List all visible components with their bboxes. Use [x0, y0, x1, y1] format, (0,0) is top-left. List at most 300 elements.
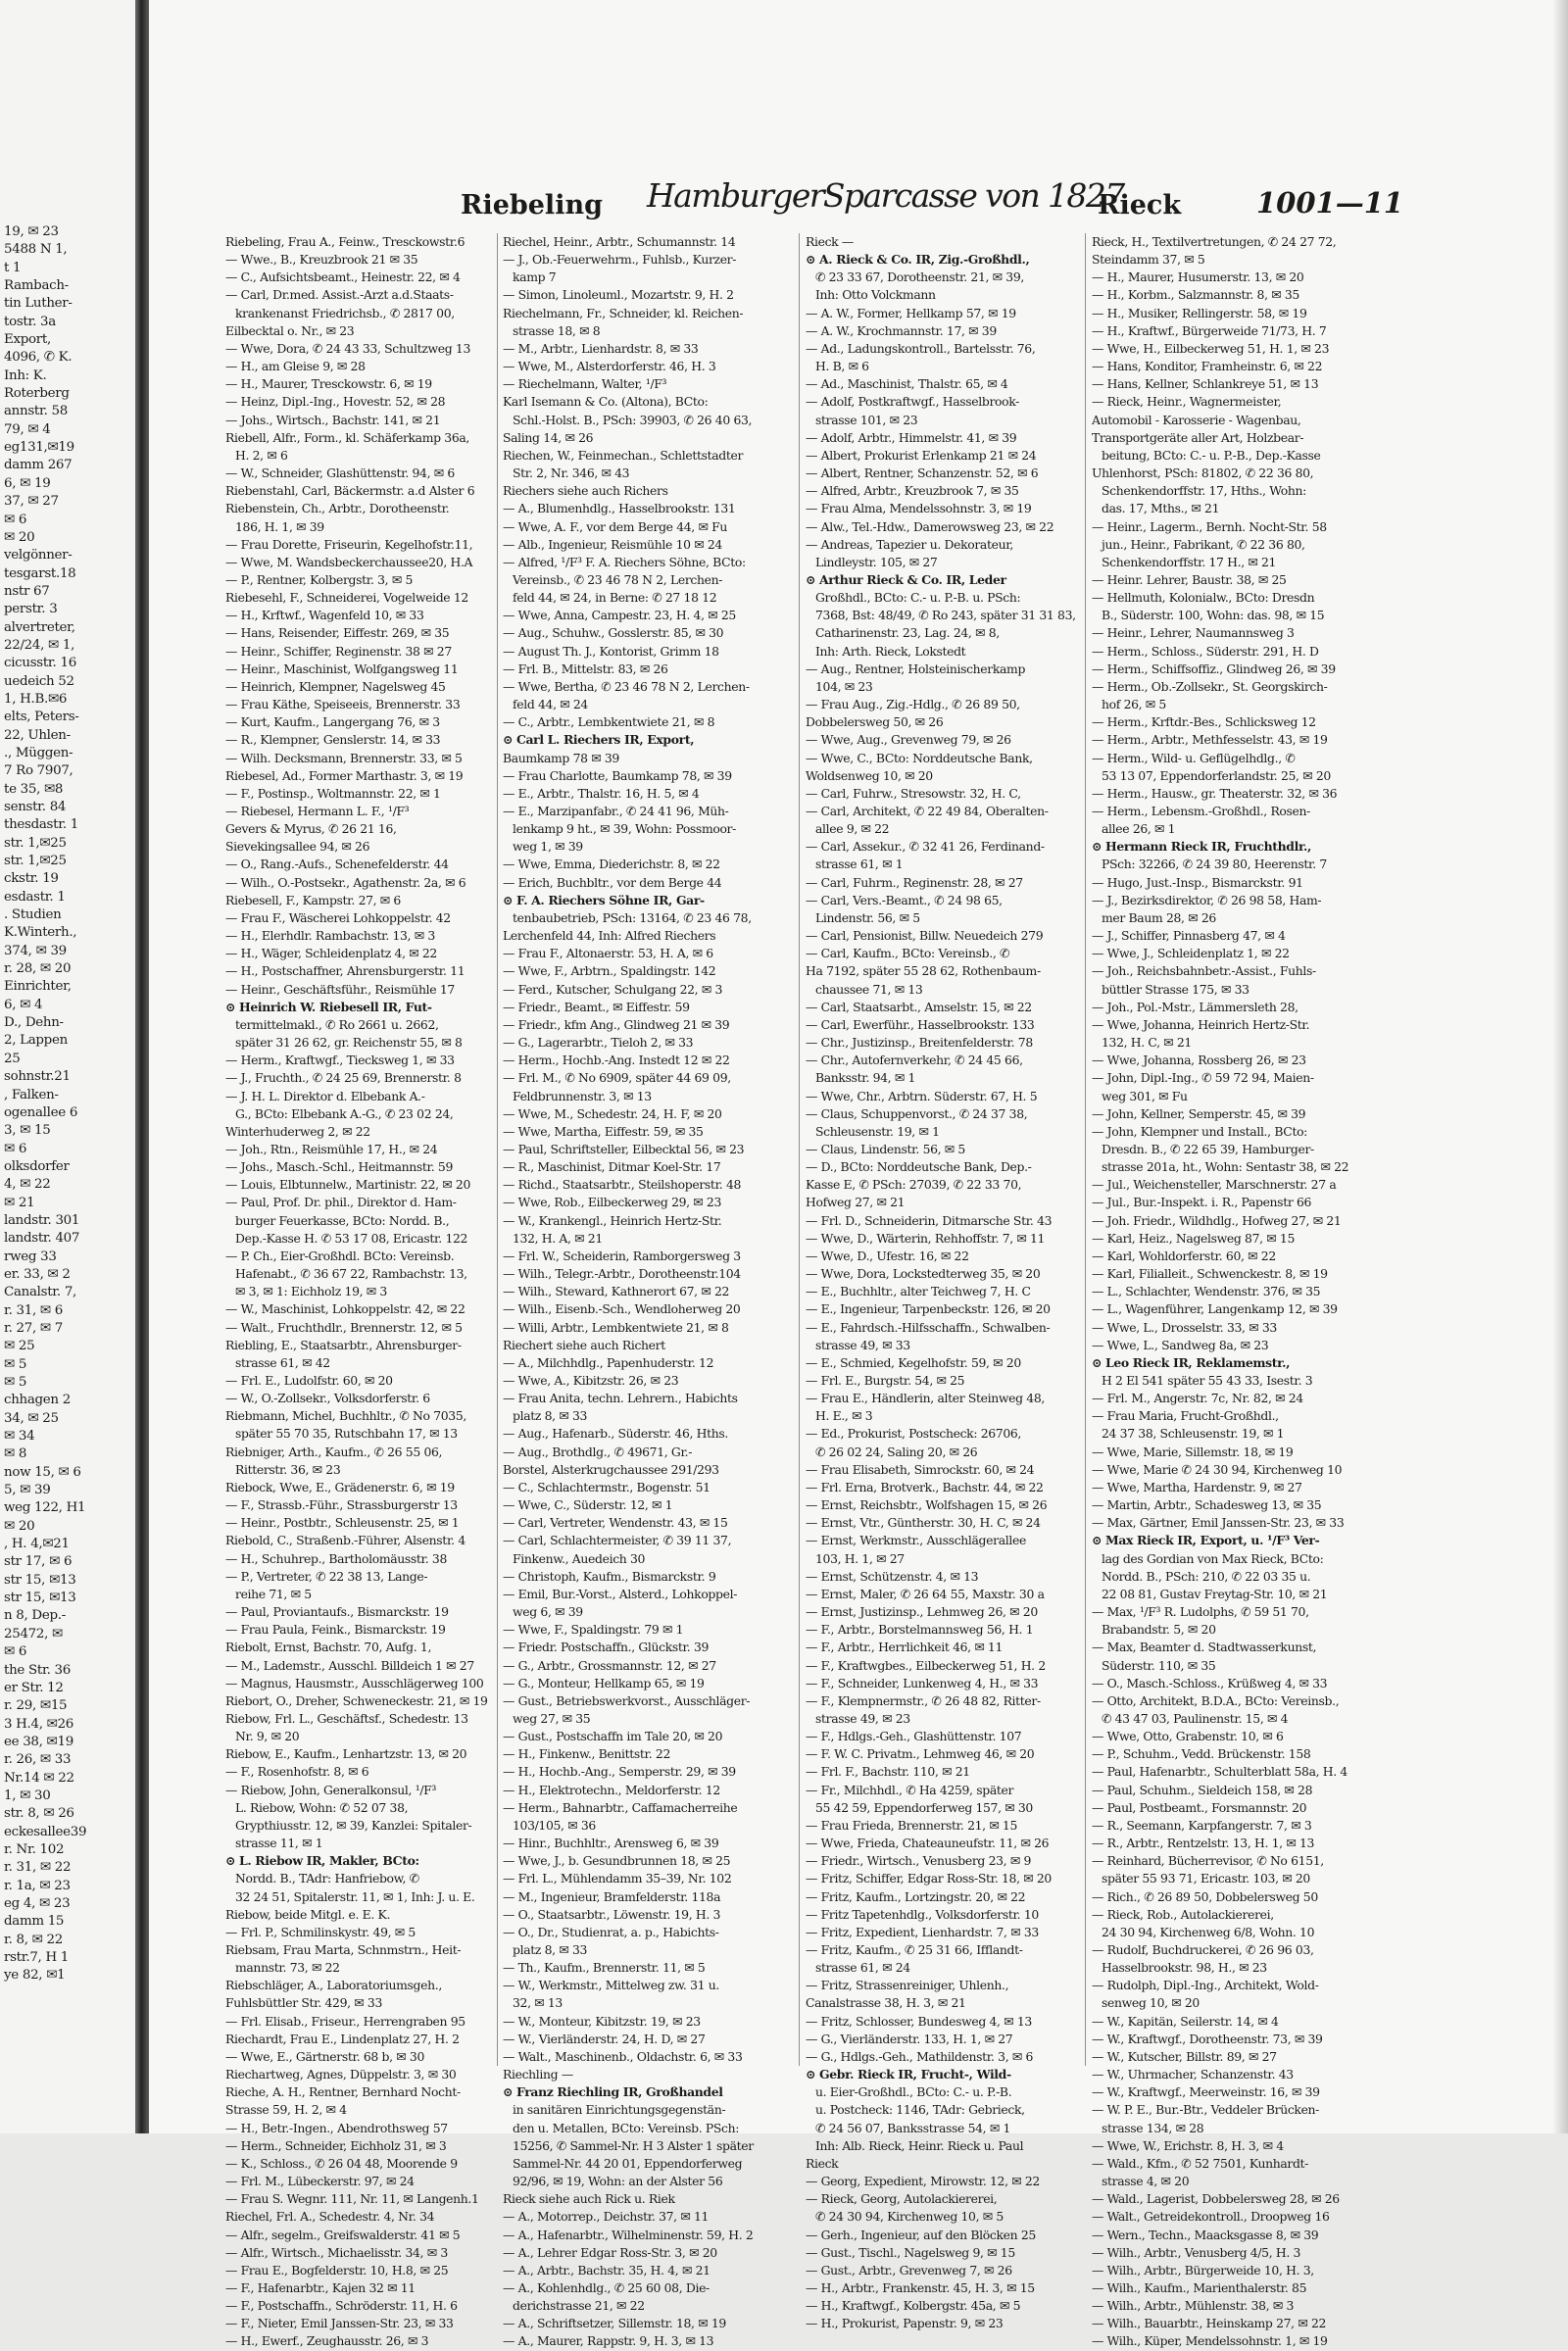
margin-fragment: ✉ 25 [4, 1339, 35, 1354]
directory-entry: — Heinr., Lagerm., Bernh. Nocht-Str. 58 [1092, 518, 1327, 534]
directory-entry: — H., Kraftwgf., Kolbergstr. 45a, ✉ 5 [806, 2298, 1021, 2314]
directory-entry: — Herm., Lebensm.-Großhdl., Rosen- [1092, 804, 1310, 818]
directory-entry: ✉ 3, ✉ 1: Eichholz 19, ✉ 3 [235, 1284, 387, 1299]
directory-entry: — Walt., Maschinenb., Oldachstr. 6, ✉ 33 [503, 2048, 743, 2064]
directory-entry: senweg 10, ✉ 20 [1102, 1995, 1200, 2011]
directory-entry: — H., Musiker, Rellingerstr. 58, ✉ 19 [1092, 305, 1307, 320]
margin-fragment: eg131,✉19 [4, 440, 74, 456]
directory-entry: — O., Masch.-Schloss., Krüßweg 4, ✉ 33 [1092, 1675, 1328, 1690]
directory-entry: Dobbelersweg 50, ✉ 26 [806, 714, 944, 730]
directory-entry: Lerchenfeld 44, Inh: Alfred Riechers [503, 928, 716, 944]
directory-entry: — H., Elerhdlr. Rambachstr. 13, ✉ 3 [225, 928, 435, 944]
directory-entry: Schenkendorffstr. 17, Hths., Wohn: [1102, 483, 1306, 499]
directory-entry: — Reinhard, Bücherrevisor, ✆ No 6151, [1092, 1853, 1324, 1869]
directory-entry: — F., Nieter, Emil Janssen-Str. 23, ✉ 33 [225, 2316, 454, 2331]
directory-entry: später 55 93 71, Ericastr. 103, ✉ 20 [1102, 1871, 1310, 1886]
directory-entry: — Albert, Prokurist Erlenkamp 21 ✉ 24 [806, 447, 1037, 463]
directory-entry: — E., Fahrdsch.-Hilfsschaffn., Schwalben- [806, 1319, 1051, 1335]
directory-entry: Riechert siehe auch Richert [503, 1337, 665, 1352]
directory-entry: u. Eier-Großhdl., BCto: C.- u. P.-B. [815, 2084, 1012, 2100]
directory-entry: — Frau Dorette, Friseurin, Kegelhofstr.11, [225, 536, 473, 552]
margin-fragment: str 15, ✉13 [4, 1591, 76, 1606]
directory-entry: — Heinr. Lehrer, Baustr. 38, ✉ 25 [1092, 571, 1287, 587]
directory-entry: — Wwe, J., b. Gesundbrunnen 18, ✉ 25 [503, 1853, 731, 1869]
directory-entry: Riebold, C., Straßenb.-Führer, Alsenstr. 4 [225, 1533, 466, 1548]
directory-entry: Inh: Arth. Rieck, Lokstedt [815, 643, 966, 659]
directory-entry: G., BCto: Elbebank A.-G., ✆ 23 02 24, [235, 1105, 454, 1121]
margin-fragment: damm 267 [4, 458, 73, 473]
directory-entry: — Wwe, L., Sandweg 8a, ✉ 23 [1092, 1337, 1269, 1352]
directory-entry: lag des Gordian von Max Rieck, BCto: [1102, 1550, 1324, 1566]
directory-entry: Riebow, E., Kaufm., Lenhartzstr. 13, ✉ 20 [225, 1746, 467, 1762]
directory-entry: — E., Arbtr., Thalstr. 16, H. 5, ✉ 4 [503, 785, 700, 801]
directory-entry: — Wwe, Frieda, Chateauneufstr. 11, ✉ 26 [806, 1836, 1050, 1851]
directory-entry: — H., Maurer, Tresckowstr. 6, ✉ 19 [225, 376, 432, 392]
margin-fragment: er Str. 12 [4, 1680, 64, 1695]
directory-entry: Riebeling, Frau A., Feinw., Tresckowstr.6 [225, 234, 466, 249]
directory-entry: Schleusenstr. 19, ✉ 1 [815, 1123, 940, 1139]
directory-entry: — Herm., Wild- u. Geflügelhdlg., ✆ [1092, 750, 1296, 765]
margin-fragment: r. 31, ✉ 22 [4, 1860, 72, 1876]
directory-entry: Inh: Otto Volckmann [815, 287, 936, 303]
directory-entry: ⊙ Hermann Rieck IR, Fruchthdlr., [1092, 839, 1311, 855]
directory-entry: — Frau F., Wäscherei Lohkoppelstr. 42 [225, 909, 451, 925]
directory-entry: — J. H. L. Direktor d. Elbebank A.- [225, 1088, 425, 1103]
directory-entry: 132, H. C, ✉ 21 [1102, 1035, 1192, 1051]
directory-entry: — Herm., Krftdr.-Bes., Schlicksweg 12 [1092, 714, 1316, 730]
margin-fragment: sohnstr.21 [4, 1069, 71, 1085]
book-gutter [135, 0, 149, 2133]
directory-entry: — Frau Aug., Zig.-Hdlg., ✆ 26 89 50, [806, 697, 1020, 712]
directory-entry: chaussee 71, ✉ 13 [815, 981, 923, 997]
directory-entry: — W., Maschinist, Lohkoppelstr. 42, ✉ 22 [225, 1301, 466, 1317]
directory-entry: — Wilh. Decksmann, Brennerstr. 33, ✉ 5 [225, 750, 463, 765]
directory-entry: — F., Postinsp., Woltmannstr. 22, ✉ 1 [225, 785, 441, 801]
directory-entry: — Jul., Bur.-Inspekt. i. R., Papenstr 66 [1092, 1195, 1312, 1210]
margin-fragment: ✉ 6 [4, 1644, 27, 1660]
directory-entry: — Aug., Schuhw., Gosslerstr. 85, ✉ 30 [503, 625, 724, 641]
directory-entry: derichstrasse 21, ✉ 22 [513, 2298, 645, 2314]
directory-entry: — Frau F., Altonaerstr. 53, H. A, ✉ 6 [503, 946, 713, 961]
directory-entry: — Wwe, H., Eilbeckerweg 51, H. 1, ✉ 23 [1092, 340, 1330, 356]
page-edge-shadow [1552, 0, 1568, 2133]
directory-entry: — H., Hochb.-Ang., Semperstr. 29, ✉ 39 [503, 1764, 736, 1780]
previous-page-margin [0, 0, 135, 2133]
margin-fragment: Nr.14 ✉ 22 [4, 1770, 74, 1786]
directory-entry: — Wilh., Steward, Kathnerort 67, ✉ 22 [503, 1284, 730, 1299]
directory-entry: — Wwe, J., Schleidenplatz 1, ✉ 22 [1092, 946, 1290, 961]
directory-entry: — Gust., Betriebswerkvorst., Ausschläger- [503, 1692, 751, 1708]
directory-entry: — G., Lagerarbtr., Tieloh 2, ✉ 33 [503, 1035, 694, 1051]
directory-entry: strasse 18, ✉ 8 [513, 322, 601, 338]
margin-fragment: 374, ✉ 39 [4, 943, 67, 958]
directory-entry: — John, Dipl.-Ing., ✆ 59 72 94, Maien- [1092, 1070, 1314, 1086]
directory-entry: — Wilh., Küper, Mendelssohnstr. 1, ✉ 19 [1092, 2333, 1328, 2349]
directory-entry: — M., Arbtr., Lienhardstr. 8, ✉ 33 [503, 340, 699, 356]
directory-entry: strasse 4, ✉ 20 [1102, 2174, 1190, 2189]
directory-entry: — Heinr., Geschäftsführ., Reismühle 17 [225, 981, 455, 997]
directory-entry: — Frau Alma, Mendelssohnstr. 3, ✉ 19 [806, 501, 1032, 516]
directory-entry: — W., Monteur, Kibitzstr. 19, ✉ 23 [503, 2013, 701, 2029]
directory-entry: — G., Hdlgs.-Geh., Mathildenstr. 3, ✉ 6 [806, 2048, 1034, 2064]
directory-entry: Strasse 59, H. 2, ✉ 4 [225, 2102, 347, 2118]
margin-fragment: r. 29, ✉15 [4, 1698, 68, 1714]
margin-fragment: 3 H.4, ✉26 [4, 1716, 74, 1732]
directory-entry: — Fritz, Kaufm., Lortzingstr. 20, ✉ 22 [806, 1888, 1026, 1904]
directory-entry: lenkamp 9 ht., ✉ 39, Wohn: Possmoor- [513, 821, 736, 837]
directory-entry: — F., Hdlgs.-Geh., Glashüttenstr. 107 [806, 1729, 1022, 1744]
directory-entry: — Wwe, M. Wandsbeckerchaussee20, H.A [225, 554, 473, 569]
directory-entry: Feldbrunnenstr. 3, ✉ 13 [513, 1088, 652, 1103]
directory-entry: — Johs., Masch.-Schl., Heitmannstr. 59 [225, 1159, 453, 1175]
directory-entry: Canalstrasse 38, H. 3, ✉ 21 [806, 1995, 966, 2011]
directory-entry: weg 27, ✉ 35 [513, 1710, 591, 1726]
directory-entry: 132, H. A, ✉ 21 [513, 1230, 603, 1246]
directory-entry: — Chr., Justizinsp., Breitenfelderstr. 78 [806, 1035, 1033, 1051]
directory-entry: — W., Vierländerstr. 24, H. D, ✉ 27 [503, 2031, 706, 2046]
margin-fragment: rstr.7, H 1 [4, 1950, 70, 1965]
directory-entry: — Alfr., segelm., Greifswalderstr. 41 ✉ 5 [225, 2227, 461, 2242]
directory-entry: Riechers siehe auch Richers [503, 483, 668, 499]
directory-entry: — W. P. E., Bur.-Btr., Veddeler Brücken- [1092, 2102, 1320, 2118]
directory-entry: — F., Postschaffn., Schröderstr. 11, H. 6 [225, 2298, 458, 2314]
directory-entry: ✆ 43 47 03, Paulinenstr. 15, ✉ 4 [1102, 1710, 1289, 1726]
margin-fragment: Inh: K. [4, 367, 47, 383]
margin-fragment: r. 26, ✉ 33 [4, 1752, 72, 1768]
directory-entry: 32 24 51, Spitalerstr. 11, ✉ 1, Inh: J. u. E. [235, 1888, 475, 1904]
directory-entry: — Georg, Expedient, Mirowstr. 12, ✉ 22 [806, 2174, 1040, 2189]
directory-entry: — Wwe, Johanna, Rossberg 26, ✉ 23 [1092, 1053, 1306, 1068]
directory-entry: Dep.-Kasse H. ✆ 53 17 08, Ericastr. 122 [235, 1230, 468, 1246]
margin-fragment: ✉ 20 [4, 1518, 35, 1534]
margin-fragment: 7 Ro 7907, [4, 763, 74, 779]
directory-entry: — W., Kapitän, Seilerstr. 14, ✉ 4 [1092, 2013, 1279, 2029]
directory-entry: — F., Schneider, Lunkenweg 4, H., ✉ 33 [806, 1675, 1039, 1690]
directory-entry: — Carl, Vertreter, Wendenstr. 43, ✉ 15 [503, 1515, 728, 1531]
directory-entry: — August Th. J., Kontorist, Grimm 18 [503, 643, 719, 659]
directory-entry: Großhdl., BCto: C.- u. P.-B. u. PSch: [815, 590, 1021, 606]
directory-entry: Rieche, A. H., Rentner, Bernhard Nocht- [225, 2084, 461, 2100]
margin-fragment: 34, ✉ 25 [4, 1410, 59, 1426]
directory-entry: tenbaubetrieb, PSch: 13164, ✆ 23 46 78, [513, 909, 752, 925]
directory-entry: weg 6, ✉ 39 [513, 1604, 583, 1620]
directory-entry: — Gust., Arbtr., Grevenweg 7, ✉ 26 [806, 2262, 1012, 2278]
directory-entry: mer Baum 28, ✉ 26 [1102, 909, 1216, 925]
margin-fragment: ee 38, ✉19 [4, 1734, 74, 1749]
directory-entry: — Joh. Friedr., Wildhdlg., Hofweg 27, ✉ 21 [1092, 1212, 1342, 1228]
directory-entry: — Wwe, Rob., Eilbeckerweg 29, ✉ 23 [503, 1195, 721, 1210]
margin-fragment: tesgarst.18 [4, 565, 76, 581]
directory-entry: — Frl. F., Bachstr. 110, ✉ 21 [806, 1764, 970, 1780]
directory-entry: — Carl, Assekur., ✆ 32 41 26, Ferdinand- [806, 839, 1045, 855]
directory-entry: Rieck — [806, 234, 854, 249]
margin-fragment: ✉ 20 [4, 529, 35, 545]
directory-entry: — Herm., Schloss., Süderstr. 291, H. D [1092, 643, 1319, 659]
directory-entry: — Alfr., Wirtsch., Michaelisstr. 34, ✉ 3 [225, 2244, 448, 2260]
directory-entry: — H., Arbtr., Frankenstr. 45, H. 3, ✉ 15 [806, 2279, 1035, 2295]
directory-entry: feld 44, ✉ 24 [513, 697, 588, 712]
directory-entry: — Wilh., O.-Postsekr., Agathenstr. 2a, ✉ 6 [225, 874, 466, 890]
directory-entry: — Carl, Pensionist, Billw. Neuedeich 279 [806, 928, 1044, 944]
directory-entry: — H., Ewerf., Zeughausstr. 26, ✉ 3 [225, 2333, 429, 2349]
directory-entry: — F., Kraftwgbes., Eilbeckerweg 51, H. 2 [806, 1657, 1046, 1673]
directory-entry: — Frl. M., ✆ No 6909, später 44 69 09, [503, 1070, 731, 1086]
directory-entry: ✆ 24 30 94, Kirchenweg 10, ✉ 5 [815, 2209, 1004, 2225]
directory-entry: — Wwe, Aug., Grevenweg 79, ✉ 26 [806, 732, 1011, 748]
directory-entry: ⊙ Franz Riechling IR, Großhandel [503, 2084, 723, 2100]
directory-entry: — Simon, Linoleuml., Mozartstr. 9, H. 2 [503, 287, 734, 303]
directory-entry: — Magnus, Hausmstr., Ausschlägerweg 100 [225, 1675, 484, 1690]
directory-entry: Automobil - Karosserie - Wagenbau, [1092, 412, 1301, 427]
directory-entry: Lindleystr. 105, ✉ 27 [815, 554, 938, 569]
directory-entry: — Herm., Ob.-Zollsekr., St. Georgskirch- [1092, 678, 1328, 694]
directory-entry: — P. Ch., Eier-Großhdl. BCto: Vereinsb. [225, 1248, 455, 1263]
column-divider [1085, 233, 1086, 2066]
directory-entry: Riebmann, Michel, Buchhltr., ✆ No 7035, [225, 1408, 466, 1424]
directory-entry: — Frau Elisabeth, Simrockstr. 60, ✉ 24 [806, 1461, 1035, 1477]
directory-entry: Finkenw., Auedeich 30 [513, 1550, 646, 1566]
directory-entry: ✆ 23 33 67, Dorotheenstr. 21, ✉ 39, [815, 269, 1024, 285]
margin-fragment: , H. 4,✉21 [4, 1537, 70, 1552]
directory-entry: — Aug., Rentner, Holsteinischerkamp [806, 661, 1026, 676]
margin-fragment: tin Luther- [4, 296, 73, 312]
directory-entry: strasse 101, ✉ 23 [815, 412, 918, 427]
directory-entry: — Rieck, Heinr., Wagnermeister, [1092, 394, 1282, 410]
directory-entry: Riechelmann, Fr., Schneider, kl. Reichen- [503, 305, 744, 320]
margin-fragment: . Studien [4, 907, 62, 923]
directory-entry: — F., Arbtr., Borstelmannsweg 56, H. 1 [806, 1622, 1034, 1638]
margin-fragment: n 8, Dep.- [4, 1608, 66, 1624]
directory-entry: — A. W., Krochmannstr. 17, ✉ 39 [806, 322, 997, 338]
directory-entry: 7368, Bst: 48/49, ✆ Ro 243, später 31 31 83, [815, 608, 1076, 623]
directory-entry: 186, H. 1, ✉ 39 [235, 518, 324, 534]
margin-fragment: ✉ 8 [4, 1446, 27, 1462]
directory-entry: — Hans, Kellner, Schlankreye 51, ✉ 13 [1092, 376, 1319, 392]
directory-entry: — Wwe, W., Erichstr. 8, H. 3, ✉ 4 [1092, 2137, 1284, 2153]
directory-entry: Sammel-Nr. 44 20 01, Eppendorferweg [513, 2155, 743, 2171]
directory-entry: — Frau E., Händlerin, alter Steinweg 48, [806, 1391, 1045, 1406]
directory-entry: — F., Strassb.-Führ., Strassburgerstr 13 [225, 1497, 458, 1513]
directory-entry: — W., Uhrmacher, Schanzenstr. 43 [1092, 2067, 1294, 2082]
margin-fragment: ✉ 21 [4, 1195, 35, 1210]
directory-entry: Schl.-Holst. B., PSch: 39903, ✆ 26 40 63, [513, 412, 753, 427]
margin-fragment: senstr. 84 [4, 800, 67, 814]
directory-entry: — F., Arbtr., Herrlichkeit 46, ✉ 11 [806, 1640, 1004, 1655]
directory-entry: — O., Staatsarbtr., Löwenstr. 19, H. 3 [503, 1906, 721, 1922]
directory-entry: Riechling — [503, 2067, 573, 2082]
margin-fragment: 19, ✉ 23 [4, 224, 59, 239]
directory-entry: — Alfred, Arbtr., Kreuzbrook 7, ✉ 35 [806, 483, 1019, 499]
directory-entry: 53 13 07, Eppendorferlandstr. 25, ✉ 20 [1102, 767, 1331, 783]
margin-fragment: str. 1,✉25 [4, 854, 67, 869]
directory-entry: 103/105, ✉ 36 [513, 1817, 596, 1833]
margin-fragment: D., Dehn- [4, 1015, 64, 1031]
directory-entry: strasse 61, ✉ 24 [815, 1960, 910, 1976]
directory-entry: Str. 2, Nr. 346, ✉ 43 [513, 465, 630, 481]
directory-entry: feld 44, ✉ 24, in Berne: ✆ 27 18 12 [513, 590, 717, 606]
directory-entry: — C., Arbtr., Lembkentwiete 21, ✉ 8 [503, 714, 715, 730]
directory-entry: — E., Ingenieur, Tarpenbeckstr. 126, ✉ 20 [806, 1301, 1051, 1317]
directory-entry: Woldsenweg 10, ✉ 20 [806, 767, 933, 783]
directory-entry: Rieck siehe auch Rick u. Riek [503, 2191, 675, 2207]
directory-entry: — Wwe, C., Süderstr. 12, ✉ 1 [503, 1497, 673, 1513]
directory-entry: — H., Korbm., Salzmannstr. 8, ✉ 35 [1092, 287, 1299, 303]
margin-fragment: r. 31, ✉ 6 [4, 1302, 63, 1318]
directory-entry: strasse 49, ✉ 33 [815, 1337, 910, 1352]
directory-entry: Transportgeräte aller Art, Holzbear- [1092, 429, 1304, 445]
directory-entry: — Hugo, Just.-Insp., Bismarckstr. 91 [1092, 874, 1303, 890]
directory-entry: — F. W. C. Privatm., Lehmweg 46, ✉ 20 [806, 1746, 1035, 1762]
directory-entry: strasse 49, ✉ 23 [815, 1710, 910, 1726]
directory-entry: 104, ✉ 23 [815, 678, 873, 694]
directory-entry: 55 42 59, Eppendorferweg 157, ✉ 30 [815, 1799, 1033, 1815]
directory-entry: Riebsam, Frau Marta, Schnmstrn., Heit- [225, 1942, 462, 1957]
directory-entry: — A., Kohlenhdlg., ✆ 25 60 08, Die- [503, 2279, 710, 2295]
directory-entry: — A. W., Former, Hellkamp 57, ✉ 19 [806, 305, 1016, 320]
directory-entry: — Joh., Rtn., Reismühle 17, H., ✉ 24 [225, 1141, 438, 1156]
margin-fragment: str 17, ✉ 6 [4, 1554, 73, 1570]
directory-entry: — Fritz, Kaufm., ✆ 25 31 66, Ifflandt- [806, 1942, 1023, 1957]
directory-entry: — Wald., Lagerist, Dobbelersweg 28, ✉ 26 [1092, 2191, 1340, 2207]
directory-entry: — J., Schiffer, Pinnasberg 47, ✉ 4 [1092, 928, 1286, 944]
directory-column-4 [1092, 233, 1407, 2349]
directory-entry: — Frl. W., Scheiderin, Ramborgersweg 3 [503, 1248, 741, 1263]
directory-entry: — J., Bezirksdirektor, ✆ 26 98 58, Ham- [1092, 892, 1322, 907]
directory-entry: Grypthiusstr. 12, ✉ 39, Kanzlei: Spitaler- [235, 1817, 472, 1833]
margin-fragment: ., Müggen- [4, 745, 74, 760]
directory-entry: — Gust., Postschaffn im Tale 20, ✉ 20 [503, 1729, 723, 1744]
directory-entry: platz 8, ✉ 33 [513, 1942, 588, 1957]
directory-entry: Uhlenhorst, PSch: 81802, ✆ 22 36 80, [1092, 465, 1314, 481]
directory-entry: — Willi, Arbtr., Lembkentwiete 21, ✉ 8 [503, 1319, 729, 1335]
directory-entry: später 31 26 62, gr. Reichenstr 55, ✉ 8 [235, 1035, 463, 1051]
directory-entry: — Wilh., Arbtr., Mühlenstr. 38, ✉ 3 [1092, 2298, 1295, 2314]
directory-entry: später 55 70 35, Rutschbahn 17, ✉ 13 [235, 1426, 458, 1442]
directory-entry: — P., Schuhm., Vedd. Brückenstr. 158 [1092, 1746, 1311, 1762]
directory-entry: Banksstr. 94, ✉ 1 [815, 1070, 916, 1086]
margin-fragment: te 35, ✉8 [4, 781, 64, 797]
directory-entry: ⊙ Max Rieck IR, Export, u. ¹/F³ Ver- [1092, 1533, 1320, 1548]
directory-entry: Gevers & Myrus, ✆ 26 21 16, [225, 821, 397, 837]
margin-fragment: 3, ✉ 15 [4, 1123, 51, 1139]
directory-entry: strasse 11, ✉ 1 [235, 1836, 323, 1851]
margin-fragment: ogenallee 6 [4, 1104, 78, 1120]
directory-entry: Eilbecktal o. Nr., ✉ 23 [225, 322, 355, 338]
directory-entry: — Frau Maria, Frucht-Großhdl., [1092, 1408, 1279, 1424]
directory-entry: hof 26, ✉ 5 [1102, 697, 1166, 712]
directory-entry: — A., Hafenarbtr., Wilhelminenstr. 59, H. 2 [503, 2227, 754, 2242]
directory-entry: u. Postcheck: 1146, TAdr: Gebrieck, [815, 2102, 1025, 2118]
directory-entry: — Aug., Hafenarb., Süderstr. 46, Hths. [503, 1426, 728, 1442]
directory-entry: — Wwe, L., Drosselstr. 33, ✉ 33 [1092, 1319, 1277, 1335]
directory-entry: Hofweg 27, ✉ 21 [806, 1195, 906, 1210]
directory-entry: — Wwe, C., BCto: Norddeutsche Bank, [806, 750, 1033, 765]
header-first-entry: Riebeling [461, 190, 603, 220]
directory-column-1 [225, 233, 541, 2349]
directory-entry: — Friedr., Beamt., ✉ Eiffestr. 59 [503, 999, 690, 1014]
margin-fragment: esdastr. 1 [4, 889, 66, 905]
directory-entry: — Ad., Ladungskontroll., Bartelsstr. 76, [806, 340, 1036, 356]
margin-fragment: ckstr. 19 [4, 871, 59, 887]
directory-entry: — Rudolph, Dipl.-Ing., Architekt, Wold- [1092, 1978, 1319, 1993]
directory-entry: Riebenstein, Ch., Arbtr., Dorotheenstr. [225, 501, 450, 516]
directory-entry: 24 30 94, Kirchenweg 6/8, Wohn. 10 [1102, 1924, 1315, 1939]
directory-entry: — Wwe, Dora, Lockstedterweg 35, ✉ 20 [806, 1266, 1041, 1282]
directory-entry: strasse 134, ✉ 28 [1102, 2120, 1204, 2135]
directory-entry: — Wwe, Marie, Sillemstr. 18, ✉ 19 [1092, 1444, 1294, 1459]
directory-entry: Hasselbrookstr. 98, H., ✉ 23 [1102, 1960, 1267, 1976]
directory-entry: Riechel, Frl. A., Schedestr. 4, Nr. 34 [225, 2209, 435, 2225]
directory-entry: ⊙ Heinrich W. Riebesell IR, Fut- [225, 999, 432, 1014]
directory-entry: — Richd., Staatsarbtr., Steilshoperstr. 48 [503, 1177, 742, 1193]
directory-column-3 [806, 233, 1121, 2331]
margin-fragment: 5488 N 1, [4, 242, 68, 258]
directory-entry: — Carl, Fuhrm., Reginenstr. 28, ✉ 27 [806, 874, 1023, 890]
margin-fragment: ye 82, ✉1 [4, 1968, 66, 1984]
directory-entry: — W., Kutscher, Billstr. 89, ✉ 27 [1092, 2048, 1277, 2064]
directory-entry: — Johs., Wirtsch., Bachstr. 141, ✉ 21 [225, 412, 441, 427]
directory-entry: — Friedr. Postschaffn., Glückstr. 39 [503, 1640, 710, 1655]
directory-entry: — Heinr., Lehrer, Naumannsweg 3 [1092, 625, 1295, 641]
margin-fragment: landstr. 407 [4, 1231, 80, 1247]
margin-fragment: str. 1,✉25 [4, 835, 67, 851]
directory-entry: — Wwe, E., Gärtnerstr. 68 b, ✉ 30 [225, 2048, 424, 2064]
directory-entry: — Alfred, ¹/F³ F. A. Riechers Söhne, BCto: [503, 554, 746, 569]
margin-fragment: perstr. 3 [4, 602, 58, 617]
directory-entry: — Wwe, F., Arbtrn., Spaldingstr. 142 [503, 963, 716, 979]
margin-fragment: 79, ✉ 4 [4, 421, 51, 437]
margin-fragment: damm 15 [4, 1914, 65, 1930]
directory-entry: Borstel, Alsterkrugchaussee 291/293 [503, 1461, 719, 1477]
directory-entry: — Otto, Architekt, B.D.A., BCto: Vereinsb., [1092, 1692, 1340, 1708]
directory-entry: — Herm., Schneider, Eichholz 31, ✉ 3 [225, 2137, 447, 2153]
directory-entry: — Aug., Brothdlg., ✆ 49671, Gr.- [503, 1444, 693, 1459]
directory-entry: — Wwe, A., Kibitzstr. 26, ✉ 23 [503, 1373, 679, 1388]
directory-entry: kamp 7 [513, 269, 557, 285]
directory-entry: — Rich., ✆ 26 89 50, Dobbelersweg 50 [1092, 1888, 1318, 1904]
directory-entry: — Paul, Hafenarbtr., Schulterblatt 58a, H. 4 [1092, 1764, 1348, 1780]
directory-entry: — Paul, Postbeamt., Forsmannstr. 20 [1092, 1799, 1307, 1815]
directory-entry: — Max, ¹/F³ R. Ludolphs, ✆ 59 51 70, [1092, 1604, 1309, 1620]
directory-entry: — Ad., Maschinist, Thalstr. 65, ✉ 4 [806, 376, 1008, 392]
directory-entry: — Erich, Buchbltr., vor dem Berge 44 [503, 874, 722, 890]
directory-entry: Nr. 9, ✉ 20 [235, 1729, 300, 1744]
directory-entry: — W., Kraftwgf., Dorotheenstr. 73, ✉ 39 [1092, 2031, 1323, 2046]
header-last-entry: Rieck [1098, 190, 1182, 220]
margin-fragment: uedeich 52 [4, 673, 74, 689]
directory-entry: — Riechelmann, Walter, ¹/F³ [503, 376, 667, 392]
directory-entry: — Frau Charlotte, Baumkamp 78, ✉ 39 [503, 767, 732, 783]
directory-entry: Hafenabt., ✆ 36 67 22, Rambachstr. 13, [235, 1266, 467, 1282]
directory-entry: — John, Kellner, Semperstr. 45, ✉ 39 [1092, 1105, 1306, 1121]
directory-entry: Catharinenstr. 23, Lag. 24, ✉ 8, [815, 625, 1000, 641]
page-number: 1001—11 [1256, 186, 1404, 220]
directory-entry: Lindenstr. 56, ✉ 5 [815, 909, 920, 925]
margin-fragment: 4, ✉ 22 [4, 1177, 51, 1193]
directory-entry: Dresdn. B., ✆ 22 65 39, Hamburger- [1102, 1141, 1314, 1156]
directory-entry: Riebling, E., Staatsarbtr., Ahrensburger- [225, 1337, 462, 1352]
directory-entry: ⊙ Carl L. Riechers IR, Export, [503, 732, 695, 748]
directory-entry: — Riebow, John, Generalkonsul, ¹/F³ [225, 1782, 437, 1797]
column-divider [799, 233, 800, 2066]
directory-entry: — Frau Paula, Feink., Bismarckstr. 19 [225, 1622, 446, 1638]
directory-entry: H. E., ✉ 3 [815, 1408, 873, 1424]
margin-fragment: 25472, ✉ [4, 1626, 63, 1641]
directory-entry: beitung, BCto: C.- u. P.-B., Dep.-Kasse [1102, 447, 1321, 463]
directory-entry: — Paul, Prof. Dr. phil., Direktor d. Ham- [225, 1195, 457, 1210]
directory-entry: den u. Metallen, BCto: Vereinsb. PSch: [513, 2120, 740, 2135]
directory-entry: Fuhlsbüttler Str. 429, ✉ 33 [225, 1995, 382, 2011]
